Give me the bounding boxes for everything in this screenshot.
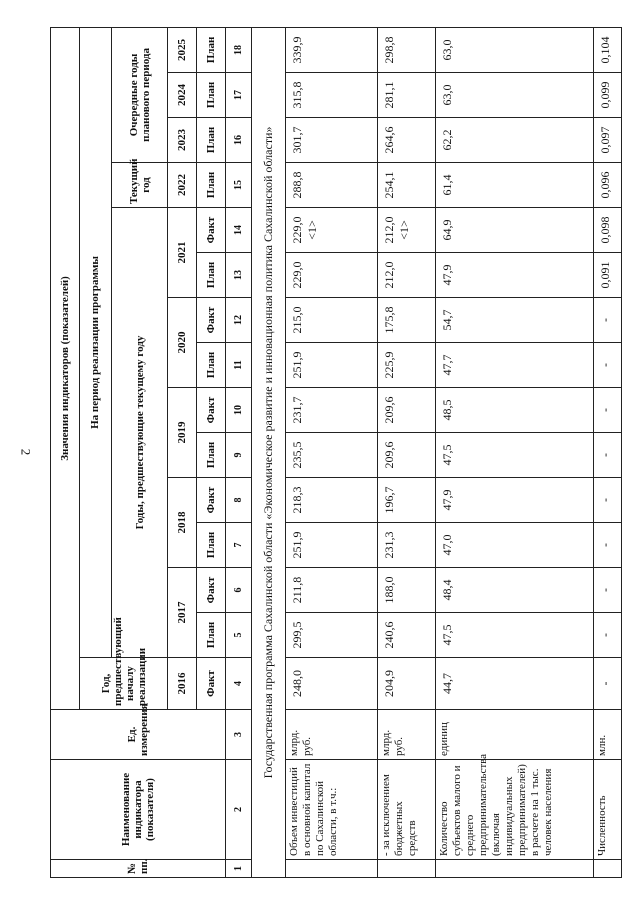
value-cell: 63,0 (436, 27, 594, 72)
col-number: 14 (225, 208, 252, 253)
row-num (286, 860, 378, 878)
col-number: 18 (225, 27, 252, 72)
value-cell: 225,9 (378, 343, 436, 388)
indicator-name: - за исключением бюджетных средств (378, 760, 436, 860)
value-cell: - (594, 433, 622, 478)
value-cell: 235,5 (286, 433, 378, 478)
indicators-table (50, 27, 622, 878)
value-cell: 301,7 (286, 118, 378, 163)
value-cell: - (594, 658, 622, 710)
value-cell: 251,9 (286, 343, 378, 388)
fact-2020: Факт (197, 298, 226, 343)
col-number: 3 (225, 710, 252, 760)
value-cell: 63,0 (436, 73, 594, 118)
current-year-header: Текущий год (112, 163, 168, 208)
col-name-header: Наименование индикатора (показателя) (51, 760, 226, 860)
indicator-unit: единиц (436, 710, 594, 760)
value-cell: - (594, 478, 622, 523)
col-number: 12 (225, 298, 252, 343)
value-cell: 47,5 (436, 613, 594, 658)
value-cell: 212,0 <1> (378, 208, 436, 253)
col-number: 8 (225, 478, 252, 523)
indicator-unit: млрд. руб. (286, 710, 378, 760)
value-cell: 248,0 (286, 658, 378, 710)
value-cell: 251,9 (286, 523, 378, 568)
value-cell: - (594, 613, 622, 658)
value-cell: 229,0 (286, 253, 378, 298)
year-2025: 2025 (168, 27, 197, 72)
col-number: 13 (225, 253, 252, 298)
column-numbers-row (225, 27, 252, 877)
value-cell: - (594, 388, 622, 433)
year-2019: 2019 (168, 388, 197, 478)
plan-2018: План (197, 523, 226, 568)
indicator-name: Численность (594, 760, 622, 860)
value-cell: 209,6 (378, 388, 436, 433)
value-cell: 240,6 (378, 613, 436, 658)
value-cell: 48,4 (436, 568, 594, 613)
year-2016: 2016 (168, 658, 197, 710)
value-cell: 281,1 (378, 73, 436, 118)
values-title: Значения индикаторов (показателей) (51, 27, 80, 709)
plan-2022: План (197, 163, 226, 208)
value-cell: 299,5 (286, 613, 378, 658)
next-years-header: Очередные годы планового периода (112, 27, 168, 162)
value-cell: 196,7 (378, 478, 436, 523)
rotated-table-container (50, 28, 622, 878)
value-cell: 0,104 (594, 27, 622, 72)
value-cell: 211,8 (286, 568, 378, 613)
value-cell: - (594, 568, 622, 613)
table-row (378, 27, 436, 877)
value-cell: 175,8 (378, 298, 436, 343)
indicator-unit: млн. (594, 710, 622, 760)
value-cell: 339,9 (286, 27, 378, 72)
program-title-row (252, 27, 286, 877)
value-cell: 44,7 (436, 658, 594, 710)
value-cell: 47,0 (436, 523, 594, 568)
col-num-header: № пп. (51, 860, 226, 878)
value-cell: 209,6 (378, 433, 436, 478)
col-number: 4 (225, 658, 252, 710)
table-row (436, 27, 594, 877)
plan-2017: План (197, 613, 226, 658)
value-cell: 204,9 (378, 658, 436, 710)
col-number: 6 (225, 568, 252, 613)
fact-2021: Факт (197, 208, 226, 253)
year-2022: 2022 (168, 163, 197, 208)
value-cell: - (594, 298, 622, 343)
period-title: На период реализации программы (79, 27, 112, 657)
value-cell: 64,9 (436, 208, 594, 253)
value-cell: 0,096 (594, 163, 622, 208)
value-cell: 298,8 (378, 27, 436, 72)
year-2021: 2021 (168, 208, 197, 298)
plan-2019: План (197, 433, 226, 478)
year-2017: 2017 (168, 568, 197, 658)
value-cell: 315,8 (286, 73, 378, 118)
value-cell: 288,8 (286, 163, 378, 208)
col-number: 7 (225, 523, 252, 568)
value-cell: 212,0 (378, 253, 436, 298)
fact-2016: Факт (197, 658, 226, 710)
value-cell: 0,099 (594, 73, 622, 118)
fact-2018: Факт (197, 478, 226, 523)
value-cell: 47,9 (436, 478, 594, 523)
col-number: 17 (225, 73, 252, 118)
value-cell: 47,5 (436, 433, 594, 478)
prev-years-title: Годы, предшествующие текущему году (112, 208, 168, 658)
col-number: 11 (225, 343, 252, 388)
value-cell: 254,1 (378, 163, 436, 208)
col-number: 16 (225, 118, 252, 163)
indicator-unit: млрд. руб. (378, 710, 436, 760)
col-number: 5 (225, 613, 252, 658)
indicator-name: Объем инвестиций в основной капитал по Сахалинской области, в т.ч.: (286, 760, 378, 860)
plan-2020: План (197, 343, 226, 388)
year-2020: 2020 (168, 298, 197, 388)
value-cell: 231,3 (378, 523, 436, 568)
value-cell: 47,7 (436, 343, 594, 388)
plan-2021: План (197, 253, 226, 298)
value-cell: 0,098 (594, 208, 622, 253)
value-cell: 61,4 (436, 163, 594, 208)
table-row (286, 27, 378, 877)
value-cell: 264,6 (378, 118, 436, 163)
value-cell: 47,9 (436, 253, 594, 298)
row-num (436, 860, 594, 878)
program-title: Государственная программа Сахалинской области «Экономическое развитие и инновационная политика Сахалинской области» (252, 27, 286, 877)
value-cell: 231,7 (286, 388, 378, 433)
fact-2017: Факт (197, 568, 226, 613)
value-cell: 48,5 (436, 388, 594, 433)
value-cell: 0,097 (594, 118, 622, 163)
value-cell: - (594, 343, 622, 388)
col-number: 9 (225, 433, 252, 478)
col-number: 15 (225, 163, 252, 208)
page-number: 2 (18, 448, 34, 456)
indicator-name: Количество субъектов малого и среднего предпринимательства (включая индивидуальных предпринимателей) в расчете на 1 тыс. человек населения (436, 760, 594, 860)
plan-2023: План (197, 118, 226, 163)
year-2023: 2023 (168, 118, 197, 163)
plan-2024: План (197, 73, 226, 118)
value-cell: 188,0 (378, 568, 436, 613)
value-cell: 62,2 (436, 118, 594, 163)
value-cell: - (594, 523, 622, 568)
col-number: 10 (225, 388, 252, 433)
year-2024: 2024 (168, 73, 197, 118)
year-2018: 2018 (168, 478, 197, 568)
value-cell: 218,3 (286, 478, 378, 523)
value-cell: 215,0 (286, 298, 378, 343)
col-number: 2 (225, 760, 252, 860)
fact-2019: Факт (197, 388, 226, 433)
row-num (594, 860, 622, 878)
value-cell: 54,7 (436, 298, 594, 343)
value-cell: 229,0 <1> (286, 208, 378, 253)
table-row (594, 27, 622, 877)
plan-2025: План (197, 27, 226, 72)
col-number: 1 (225, 860, 252, 878)
prev-year-header: Год, предшествующий началу реализации (79, 658, 168, 710)
row-num (378, 860, 436, 878)
value-cell: 0,091 (594, 253, 622, 298)
col-unit-header: Ед. измерения (51, 710, 226, 760)
